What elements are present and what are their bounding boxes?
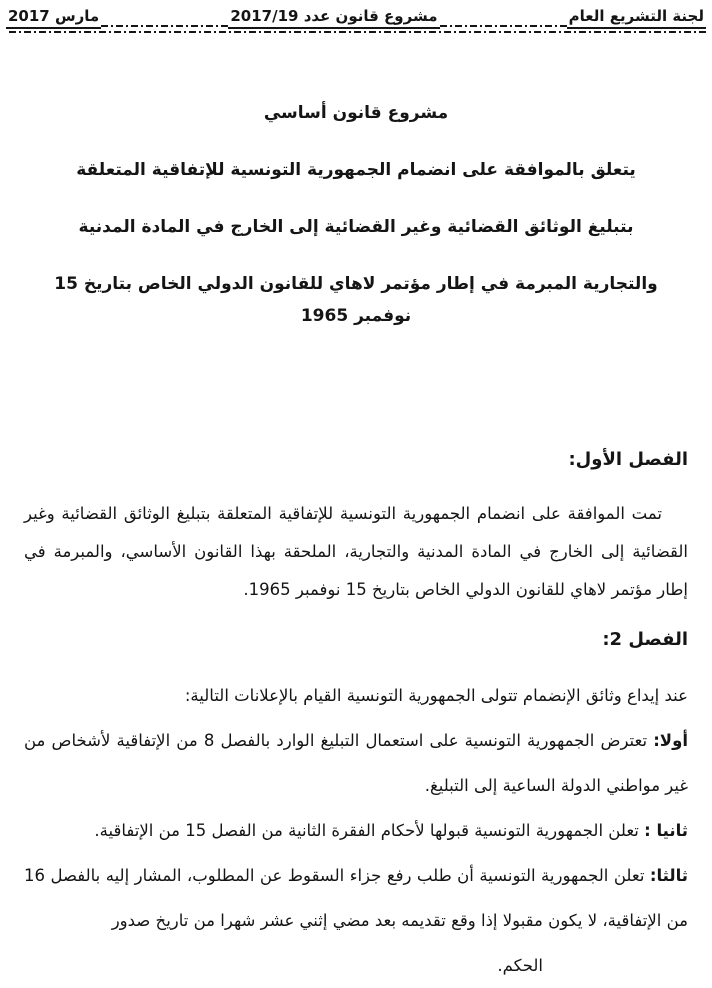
declaration-item-1-label: أولا:	[653, 731, 688, 750]
document-subtitle-line: يتعلق بالموافقة على انضمام الجمهورية التونسية للإتفاقية المتعلقة	[76, 160, 636, 180]
declaration-item-2-text: تعلن الجمهورية التونسية قبولها لأحكام الفقرة الثانية من الفصل 15 من الإتفاقية.	[94, 821, 645, 840]
header-draft-law-number: مشروع قانون عدد 2017/19	[228, 6, 439, 29]
section-chapter-1	[24, 445, 688, 609]
header-row	[6, 6, 706, 29]
chapter-1-heading: الفصل الأول:	[568, 449, 688, 470]
document-subtitle-line: بتبليغ الوثائق القضائية وغير القضائية إلى الخارج في المادة المدنية	[78, 217, 634, 237]
declaration-item-1-text: تعترض الجمهورية التونسية على استعمال التبليغ الوارد بالفصل 8 من الإتفاقية لأشخاص من غير مواطني الدولة الساعية إلى التبليغ.	[24, 731, 688, 795]
chapter-2-heading: الفصل 2:	[602, 629, 688, 650]
header-leader-line	[101, 25, 228, 27]
header-rule	[6, 31, 706, 33]
document-body	[0, 97, 712, 988]
section-chapter-2	[24, 625, 688, 988]
header-committee-name: لجنة التشريع العام	[567, 6, 706, 29]
document-header	[0, 0, 712, 33]
declaration-item-2	[24, 808, 688, 853]
declaration-item-3-label: ثالثا:	[649, 866, 688, 885]
document-subtitle-line: والتجارية المبرمة في إطار مؤتمر لاهاي للقانون الدولي الخاص بتاريخ 15 نوفمبر 1965	[54, 274, 658, 326]
document-title: مشروع قانون أساسي	[263, 103, 449, 123]
header-date: مارس 2017	[6, 6, 101, 29]
chapter-2-intro: عند إيداع وثائق الإنضمام تتولى الجمهورية التونسية القيام بالإعلانات التالية:	[184, 686, 688, 705]
document-title-block	[24, 97, 688, 332]
declaration-item-1	[24, 718, 688, 808]
declaration-item-2-label: ثانيا :	[644, 821, 688, 840]
declaration-item-3	[24, 853, 688, 943]
declaration-item-3-tail: الحكم.	[497, 956, 543, 975]
declaration-item-3-text: تعلن الجمهورية التونسية أن طلب رفع جزاء السقوط عن المطلوب، المشار إليه بالفصل 16 من الإتفاقية، لا يكون مقبولا إذا وقع تقديمه بعد مضي إثني عشر شهرا من تاريخ صدور	[24, 866, 688, 930]
header-leader-line	[440, 25, 567, 27]
chapter-1-paragraph: تمت الموافقة على انضمام الجمهورية التونسية للإتفاقية المتعلقة بتبليغ الوثائق القضائية وغير القضائية إلى الخارج في المادة المدنية والتجارية، الملحقة بهذا القانون الأساسي، والمبرمة في إطار مؤتمر لاهاي للقانون الدولي الخاص بتاريخ 15 نوفمبر 1965.	[24, 504, 688, 599]
